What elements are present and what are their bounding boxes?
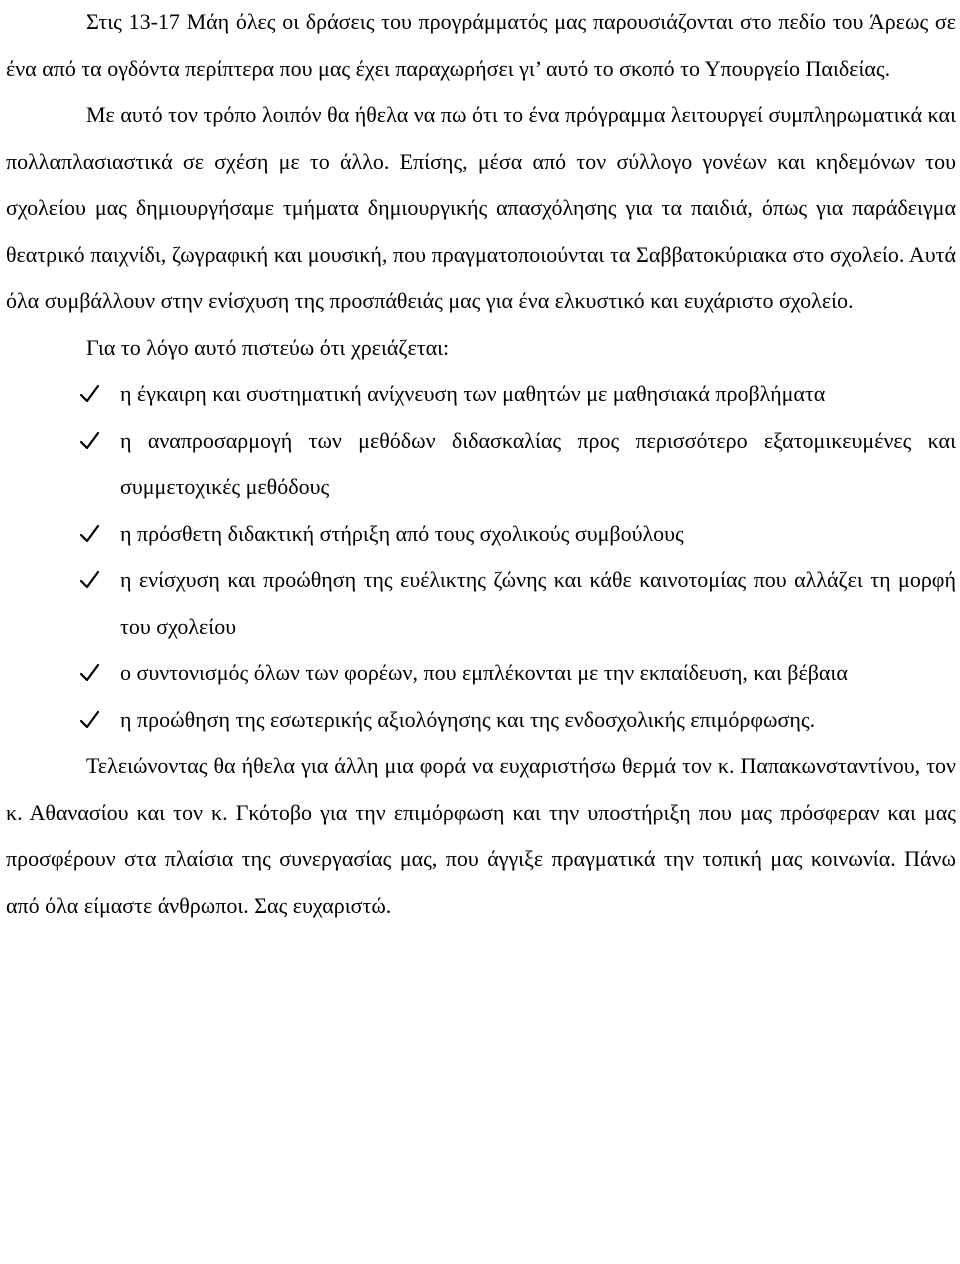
list-item — [6, 557, 956, 650]
list-item — [6, 650, 956, 697]
list-item-text: η προώθηση της εσωτερικής αξιολόγησης και της ενδοσχολικής επιμόρφωσης. — [120, 706, 816, 732]
paragraph-exhibition: Στις 13-17 Μάη όλες οι δράσεις του προγράμματός μας παρουσιάζονται στο πεδίο του Άρεως σε ένα από τα ογδόντα περίπτερα που μας έχει παραχωρήσει γι’ αυτό το σκοπό το Υπουργείο Παιδείας. — [6, 9, 956, 81]
checkmark-icon — [78, 523, 100, 545]
closing-paragraph: Τελειώνοντας θα ήθελα για άλλη μια φορά να ευχαριστήσω θερμά τον κ. Παπακωνσταντίνου, τον κ. Αθανασίου και τον κ. Γκότοβο για την επιμόρφωση και την υποστήριξη που μας πρόσφεραν και μας προσφέρουν στα πλαίσια της συνεργασίας μας, που άγγιξε πραγματικά την τοπική μας κοινωνία. Πάνω από όλα είμαστε άνθρωποι. Σας ευχαριστώ. — [6, 753, 956, 918]
document-page — [6, 0, 956, 929]
list-item-text: η έγκαιρη και συστηματική ανίχνευση των μαθητών με μαθησιακά προβλήματα — [120, 381, 826, 406]
list-item — [6, 697, 956, 744]
list-item — [6, 418, 956, 511]
checkmark-icon — [78, 383, 100, 405]
checkmark-icon — [78, 430, 100, 452]
checkmark-icon — [78, 569, 100, 591]
list-item-text: η αναπροσαρμογή των μεθόδων διδασκαλίας προς περισσότερο εξατομικευμένες και συμμετοχικές μεθόδους — [120, 427, 956, 499]
checkmark-icon — [78, 662, 100, 684]
list-item — [6, 511, 956, 558]
list-item-text: ο συντονισμός όλων των φορέων, που εμπλέκονται με την εκπαίδευση, και βέβαια — [120, 660, 848, 685]
list-item-text: η ενίσχυση και προώθηση της ευέλικτης ζώνης και κάθε καινοτομίας που αλλάζει τη μορφή του σχολείου — [120, 567, 956, 639]
checkmark-icon — [78, 709, 100, 731]
list-item-text: η πρόσθετη διδακτική στήριξη από τους σχολικούς συμβούλους — [120, 520, 684, 546]
list-item — [6, 371, 956, 418]
paragraph-program-activities: Με αυτό τον τρόπο λοιπόν θα ήθελα να πω ότι το ένα πρόγραμμα λειτουργεί συμπληρωματικά και πολλαπλασιαστικά σε σχέση με το άλλο. Επίσης, μέσα από τον σύλλογο γονέων και κηδεμόνων του σχολείου μας δημιουργήσαμε τμήματα δημιουργικής απασχόλησης για τα παιδιά, όπως για παράδειγμα θεατρικό παιχνίδι, ζωγραφική και μουσική, που πραγματοποιούνται τα Σαββατοκύριακα στο σχολείο. Αυτά όλα συμβάλλουν στην ενίσχυση της προσπάθειάς μας για ένα ελκυστικό και ευχάριστο σχολείο. — [6, 102, 956, 313]
needs-list — [6, 371, 956, 743]
list-intro: Για το λόγο αυτό πιστεύω ότι χρειάζεται: — [86, 334, 450, 360]
